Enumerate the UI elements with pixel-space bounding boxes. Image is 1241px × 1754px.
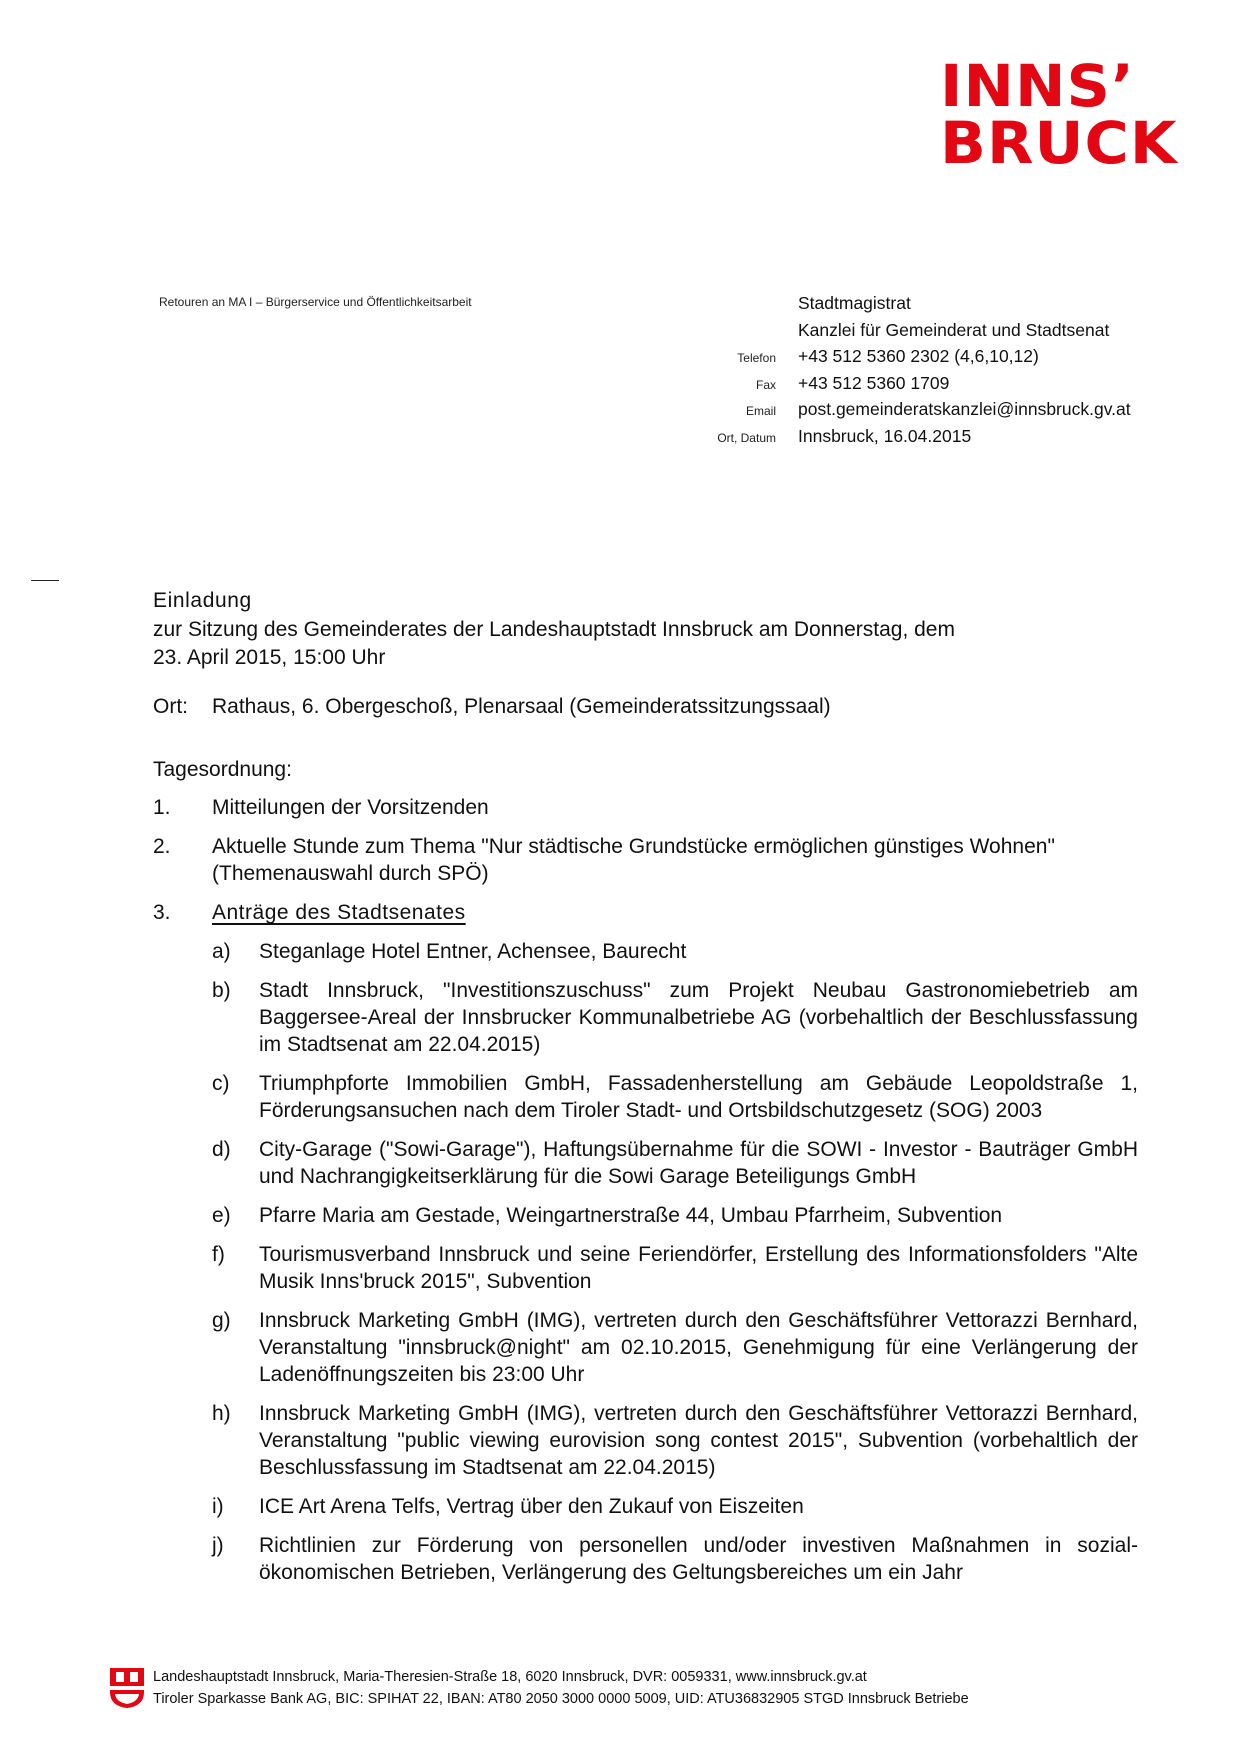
email-label: Email	[745, 404, 776, 418]
sub-item-text: Tourismusverband Innsbruck und seine Feriendörfer, Erstellung des Informationsfolders "Alte Musik Inns'bruck 2015", Subvention	[259, 1243, 1138, 1293]
location-label: Ort:	[153, 695, 188, 718]
sub-item-text: Pfarre Maria am Gestade, Weingartnerstraße 44, Umbau Pfarrheim, Subvention	[259, 1204, 1003, 1227]
agenda-item-text: Anträge des Stadtsenates	[212, 901, 466, 924]
sub-item-letter: d)	[212, 1138, 231, 1161]
sub-item-text: ICE Art Arena Telfs, Vertrag über den Zukauf von Eiszeiten	[259, 1495, 804, 1518]
sub-item	[212, 1241, 1138, 1295]
sub-item-letter: f)	[212, 1243, 225, 1266]
place-date-label: Ort, Datum	[717, 430, 776, 445]
sub-item	[212, 938, 1138, 965]
sub-item-letter: j)	[212, 1534, 224, 1557]
return-address: Retouren an MA I – Bürgerservice und Öffentlichkeitsarbeit	[159, 295, 472, 309]
sub-item	[212, 1202, 1138, 1229]
sub-item-text: Triumphpforte Immobilien GmbH, Fassadenherstellung am Gebäude Leopoldstraße 1, Förderungsansuchen nach dem Tiroler Stadt- und Ortsbildschutzgesetz (SOG) 2003	[259, 1072, 1138, 1122]
sub-item	[212, 1136, 1138, 1190]
fax-label: Fax	[755, 377, 776, 392]
footer-address: Landeshauptstadt Innsbruck, Maria-Theresien-Straße 18, 6020 Innsbruck, DVR: 0059331, www.innsbruck.gv.at	[153, 1669, 867, 1685]
sub-item-text: Richtlinien zur Förderung von personellen und/oder investiven Maßnahmen in sozialökonomischen Betrieben, Verlängerung des Geltungsbereiches um ein Jahr	[259, 1534, 1138, 1584]
sub-item	[212, 977, 1138, 1058]
sub-item-letter: c)	[212, 1072, 230, 1095]
sender-office: Stadtmagistrat	[798, 293, 911, 313]
logo-line-2: BRUCK	[940, 109, 1178, 177]
place-date-value: Innsbruck, 16.04.2015	[798, 425, 972, 446]
phone-value: +43 512 5360 2302 (4,6,10,12)	[798, 346, 1039, 366]
sub-item-letter: i)	[212, 1495, 224, 1518]
sub-item-letter: b)	[212, 979, 231, 1002]
sub-item-text: City-Garage ("Sowi-Garage"), Haftungsübernahme für die SOWI - Investor - Bauträger GmbH und Nachrangigkeitserklärung für die Sowi Garage Beteiligungs GmbH	[259, 1138, 1138, 1188]
sub-item	[212, 1070, 1138, 1124]
agenda-item-text: Aktuelle Stunde zum Thema "Nur städtische Grundstücke ermöglichen günstiges Wohnen" (Themenauswahl durch SPÖ)	[212, 835, 1055, 885]
agenda-item-number: 1.	[153, 796, 171, 819]
sender-block	[640, 293, 1200, 452]
sender-department: Kanzlei für Gemeinderat und Stadtsenat	[798, 319, 1110, 340]
logo-line-1: INNS’	[940, 52, 1135, 120]
sub-item-letter: e)	[212, 1204, 231, 1227]
agenda-list	[153, 794, 1138, 1598]
sub-item-letter: g)	[212, 1309, 231, 1332]
sub-item	[212, 1493, 1138, 1520]
title-line-3: 23. April 2015, 15:00 Uhr	[153, 646, 386, 669]
sub-item-text: Stadt Innsbruck, "Investitionszuschuss" zum Projekt Neubau Gastronomiebetrieb am Baggersee-Areal der Innsbrucker Kommunalbetriebe AG (vorbehaltlich der Beschlussfassung im Stadtsenat am 22.04.2015)	[259, 979, 1138, 1056]
sub-item-text: Innsbruck Marketing GmbH (IMG), vertreten durch den Geschäftsführer Vettorazzi Bernhard, Veranstaltung "public viewing eurovision song contest 2015", Subvention (vorbehaltlich der Beschlussfassung im Stadtsenat am 22.04.2015)	[259, 1402, 1138, 1479]
phone-label: Telefon	[737, 351, 776, 365]
sub-item-text: Innsbruck Marketing GmbH (IMG), vertreten durch den Geschäftsführer Vettorazzi Bernhard, Veranstaltung "innsbruck@night" am 02.10.2015, Genehmigung für eine Verlängerung der Ladenöffnungszeiten bis 23:00 Uhr	[259, 1309, 1138, 1386]
agenda-item-number: 3.	[153, 901, 171, 924]
sub-item	[212, 1532, 1138, 1586]
fax-value: +43 512 5360 1709	[798, 372, 950, 393]
agenda-heading: Tagesordnung:	[153, 758, 292, 781]
agenda-item-text: Mitteilungen der Vorsitzenden	[212, 796, 489, 819]
agenda-item-number: 2.	[153, 835, 171, 858]
agenda-item	[153, 833, 1138, 887]
sub-item-letter: a)	[212, 940, 231, 963]
agenda-item	[153, 899, 1138, 926]
title-line-2: zur Sitzung des Gemeinderates der Landeshauptstadt Innsbruck am Donnerstag, dem	[153, 617, 955, 641]
document-title	[153, 587, 955, 673]
title-line-1: Einladung	[153, 589, 252, 612]
sub-item	[212, 1400, 1138, 1481]
email-value[interactable]: post.gemeinderatskanzlei@innsbruck.gv.at	[798, 399, 1131, 419]
city-crest-icon	[110, 1668, 144, 1708]
sub-item-text: Steganlage Hotel Entner, Achensee, Baurecht	[259, 940, 687, 963]
location-value: Rathaus, 6. Obergeschoß, Plenarsaal (Gemeinderatssitzungssaal)	[212, 695, 831, 718]
subitem-list	[212, 938, 1138, 1586]
footer-bank: Tiroler Sparkasse Bank AG, BIC: SPIHAT 22, IBAN: AT80 2050 3000 0000 5009, UID: ATU36832905 STGD Innsbruck Betriebe	[153, 1691, 969, 1707]
sub-item	[212, 1307, 1138, 1388]
innsbruck-logo	[940, 52, 1196, 177]
fold-mark	[31, 580, 59, 581]
meeting-location	[153, 693, 831, 721]
agenda-item	[153, 794, 1138, 821]
sub-item-letter: h)	[212, 1402, 231, 1425]
